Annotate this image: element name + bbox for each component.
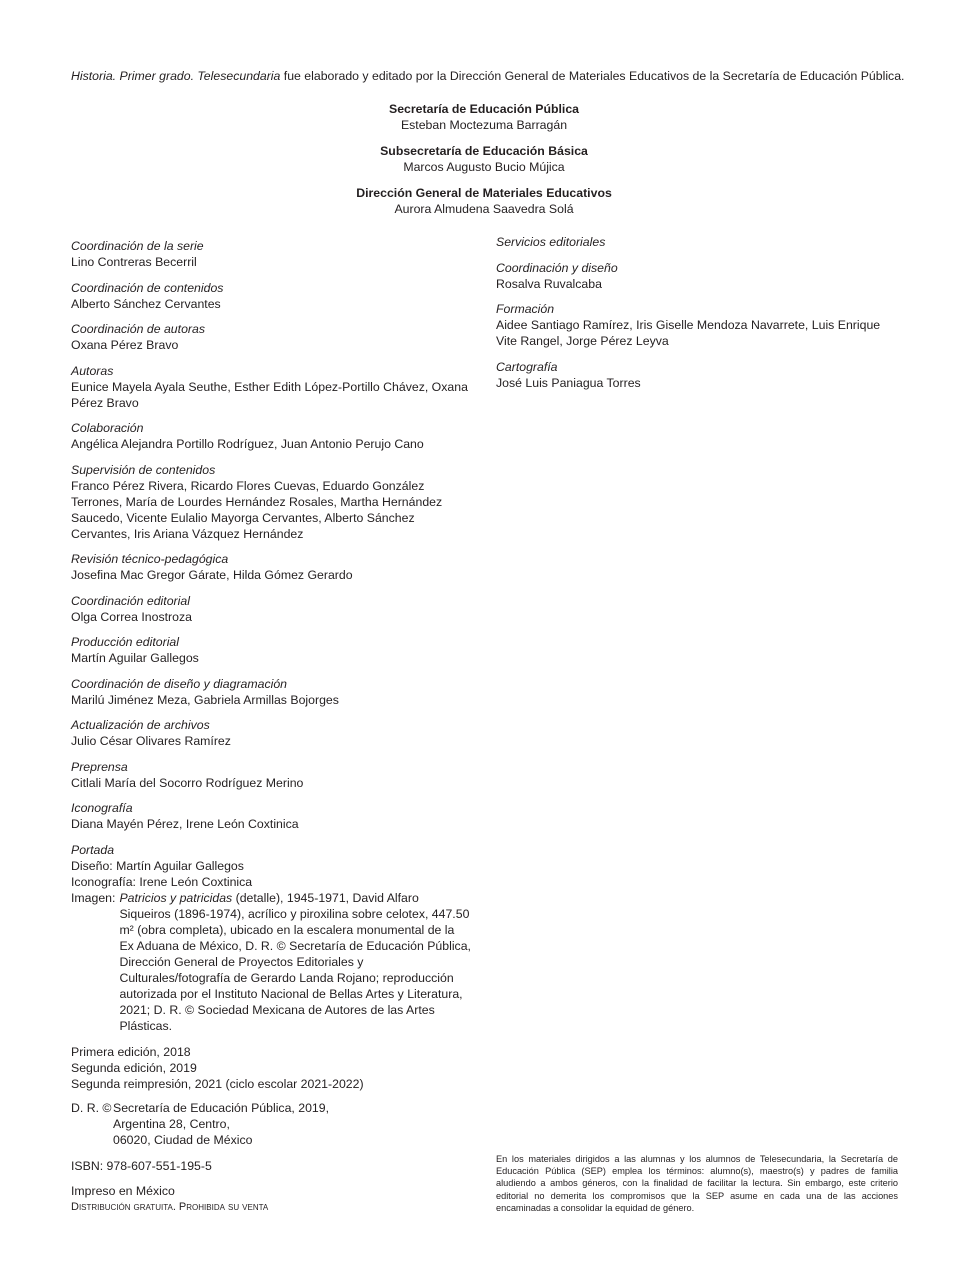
credit-names: Franco Pérez Rivera, Ricardo Flores Cuevas, Eduardo González Terrones, María de Lourdes Hernández Rosales, Martha Hernández Saucedo, Vicente Eulalio Mayorga Cervantes, Alberto Sánchez Cervantes, Iris Ariana Vázquez Hernández [71,478,443,541]
editorial-services-heading: Servicios editoriales [496,235,606,249]
credit-names: José Luis Paniagua Torres [496,375,641,390]
edition-line: Segunda edición, 2019 [71,1061,197,1075]
artwork-title: Patricios y patricidas [119,890,233,905]
copyright-row [71,1116,471,1132]
credit-role: Producción editorial [71,635,180,649]
credit-role: Revisión técnico-pedagógica [71,552,229,566]
credit-role: Coordinación editorial [71,593,190,608]
credit-entry [71,676,471,708]
credit-names: Martín Aguilar Gallegos [71,651,199,665]
credit-role: Actualización de archivos [71,718,210,732]
authorities-block [284,101,684,227]
credit-role: Supervisión de contenidos [71,462,216,477]
credit-names: Olga Correa Inostroza [71,609,192,624]
cover-image-description [115,890,471,1034]
credit-role: Coordinación de diseño y diagramación [71,676,288,691]
credit-role: Coordinación de contenidos [71,280,224,295]
credit-entry [71,717,471,749]
credit-entry [71,321,471,353]
credit-names: Alberto Sánchez Cervantes [71,296,221,311]
credit-role: Formación [496,302,555,316]
credit-entry [71,238,471,270]
credit-entry [71,551,471,583]
credit-names: Lino Contreras Becerril [71,255,197,269]
credit-role: Coordinación de la serie [71,239,204,253]
authority-org: Subsecretaría de Educación Básica [380,144,588,158]
credit-entry [71,759,471,791]
authority-seb [284,143,684,175]
credit-role: Colaboración [71,421,144,435]
credit-names: Citlali María del Socorro Rodríguez Merino [71,775,304,790]
authority-person: Aurora Almudena Saavedra Solá [394,202,574,216]
cover-design: Diseño: Martín Aguilar Gallegos [71,858,244,873]
edition-history [71,1044,471,1092]
copyright-line: Argentina 28, Centro, [113,1117,230,1131]
authority-org: Dirección General de Materiales Educativos [356,186,612,200]
intro-text: fue elaborado y editado por la Dirección General de Materiales Educativos de la Secretaría de Educación Pública. [280,69,905,83]
authority-dgme [284,185,684,217]
credit-names: Marilú Jiménez Meza, Gabriela Armillas Bojorges [71,692,339,707]
authority-org: Secretaría de Educación Pública [389,102,579,116]
credit-names: Diana Mayén Pérez, Irene León Coxtinica [71,817,299,831]
printed-in: Impreso en México [71,1184,175,1198]
isbn: ISBN: 978-607-551-195-5 [71,1159,212,1173]
distribution-notice: Distribución gratuita. Prohibida su venta [71,1201,269,1213]
credit-entry [496,359,896,391]
edition-line: Segunda reimpresión, 2021 (ciclo escolar 2021-2022) [71,1077,364,1091]
authority-person: Esteban Moctezuma Barragán [400,118,568,132]
copyright-row [71,1100,471,1116]
credit-entry [71,634,471,666]
credit-entry [71,462,471,542]
cover-credit [71,842,471,1034]
cover-image-credit [71,890,471,1034]
credit-names: Angélica Alejandra Portillo Rodríguez, Juan Antonio Perujo Cano [71,437,424,451]
intro-statement [71,68,905,84]
credit-names: Josefina Mac Gregor Gárate, Hilda Gómez Gerardo [71,568,353,582]
credit-entry [71,280,471,312]
authority-sep [284,101,684,133]
credit-role: Coordinación y diseño [496,260,618,275]
cover-iconography: Iconografía: Irene León Coxtinica [71,874,253,889]
authority-person: Marcos Augusto Bucio Mújica [403,160,565,174]
credit-role: Autoras [71,363,114,378]
right-credits-column [496,234,896,400]
credit-entry [71,420,471,452]
artwork-details: (detalle), 1945-1971, David Alfaro Siqueiros (1896-1974), acrílico y piroxilina sobre celotex, 447.50 m² (obra completa), ubicado en la escalera monumental de la Ex Aduana de México, D. R. © Secretaría de Educación Pública, Dirección General de Proyectos Editoriales y Culturales/fotografía de Gerardo Landa Rojano; reproducción autorizada por el Instituto Nacional de Bellas Artes y Literatura, 2021; D. R. © Sociedad Mexicana de Autores de las Artes Plásticas. [119,890,471,1033]
edition-line: Primera edición, 2018 [71,1045,191,1059]
cover-image-label: Imagen: [71,890,116,905]
credit-role: Portada [71,842,115,857]
credit-names: Eunice Mayela Ayala Seuthe, Esther Edith López-Portillo Chávez, Oxana Pérez Bravo [71,379,468,410]
credit-role: Preprensa [71,759,128,774]
copyright-line: Secretaría de Educación Pública, 2019, [113,1101,330,1115]
credit-entry [71,800,471,832]
credit-names: Aidee Santiago Ramírez, Iris Giselle Mendoza Navarrete, Luis Enrique Vite Rangel, Jorge Pérez Leyva [496,318,881,348]
credit-names: Oxana Pérez Bravo [71,338,179,352]
credit-role: Coordinación de autoras [71,322,205,336]
gender-equity-note: En los materiales dirigidos a las alumnas y los alumnos de Telesecundaria, la Secretaría de Educación Pública (SEP) emplea los términos: alumno(s), maestro(s) y padres de familia aludiendo a ambos géneros, con la finalidad de facilitar la lectura. Sin embargo, este criterio editorial no demerita los compromisos que la SEP asume en cada una de las acciones encaminadas a consolidar la equidad de género. [496,1154,898,1213]
left-credits-column [71,238,471,1043]
copyright-row [71,1132,471,1148]
copyright-block [71,1100,471,1148]
copyright-line: 06020, Ciudad de México [113,1133,253,1147]
credit-names: Rosalva Ruvalcaba [496,276,602,291]
copyright-label: D. R. © [71,1101,112,1115]
credit-names: Julio César Olivares Ramírez [71,734,231,748]
credit-entry [496,260,896,292]
credit-role: Cartografía [496,359,558,374]
credit-role: Iconografía [71,801,133,815]
credit-entry [496,301,896,349]
credit-entry [71,593,471,625]
book-title: Historia. Primer grado. Telesecundaria [71,69,281,83]
credit-entry [71,363,471,411]
